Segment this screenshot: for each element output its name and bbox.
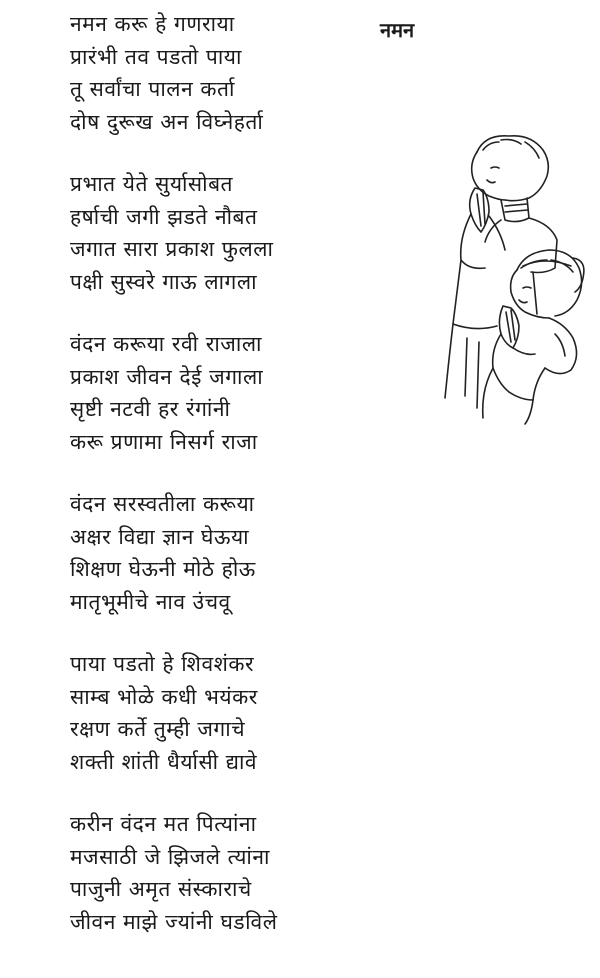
poem-title: नमन (380, 18, 415, 42)
poem-line: सृष्टी नटवी हर रंगांनी (70, 397, 231, 421)
stanza-6 (70, 808, 370, 938)
poem-line: जगात सारा प्रकाश फुलला (70, 237, 274, 261)
poem-line: प्रकाश जीवन देई जगाला (70, 364, 264, 389)
stanza-5 (70, 648, 370, 778)
poem-line: अक्षर विद्या ज्ञान घेऊया (70, 524, 250, 549)
poem-line: मातृभूमीचे नाव उंचवू (70, 589, 231, 614)
poem-line: शक्ती शांती धैर्यासी द्यावे (70, 749, 258, 774)
poem-line: पक्षी सुस्वरे गाऊ लागला (70, 269, 258, 294)
poem-line: तू सर्वांचा पालन कर्ता (70, 77, 235, 101)
poem-line: मजसाठी जे झिजले त्यांना (70, 844, 270, 869)
poem-line: प्रारंभी तव पडतो पाया (70, 44, 242, 69)
poem-line: प्रभात येते सुर्यासोबत (70, 172, 234, 196)
poem-line: जीवन माझे ज्यांनी घडविले (70, 909, 278, 934)
praying-children-illustration (405, 128, 585, 428)
poem (70, 8, 370, 968)
poem-line: पाया पडतो हे शिवशंकर (70, 652, 255, 676)
poem-line: करू प्रणामा निसर्ग राजा (70, 429, 258, 454)
stanza-2 (70, 168, 370, 298)
poem-line: साम्ब भोळे कधी भयंकर (70, 684, 258, 709)
poem-line: करीन वंदन मत पित्यांना (70, 812, 257, 836)
stanza-3 (70, 328, 370, 458)
poem-line: नमन करू हे गणराया (70, 12, 235, 36)
stanza-1 (70, 8, 370, 138)
poem-line: दोष दुरूख अन विघ्नेहर्ता (70, 109, 264, 134)
poem-line: पाजुनी अमृत संस्काराचे (70, 877, 252, 901)
stanza-4 (70, 488, 370, 618)
poem-line: शिक्षण घेऊनी मोठे होऊ (70, 557, 256, 581)
poem-line: वंदन सरस्वतीला करूया (70, 492, 255, 516)
poem-line: रक्षण कर्ते तुम्ही जगाचे (70, 717, 246, 741)
poem-line: हर्षाची जगी झडते नौबत (70, 204, 258, 229)
poem-line: वंदन करूया रवी राजाला (70, 332, 263, 356)
